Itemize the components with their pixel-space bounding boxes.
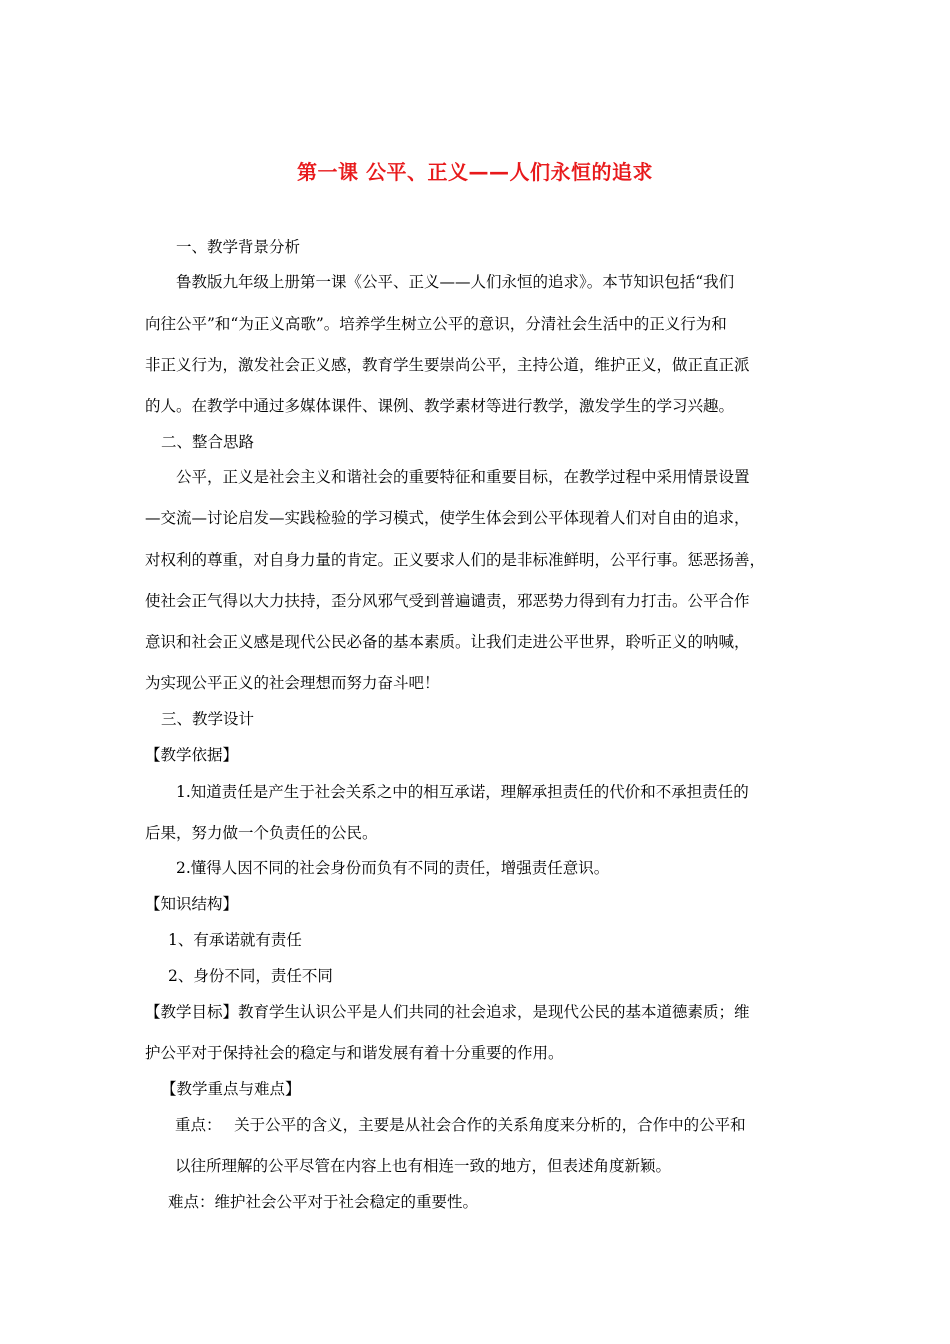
list-item: 1、有承诺就有责任	[168, 931, 302, 949]
paragraph-line: 难点：维护社会公平对于社会稳定的重要性。	[168, 1193, 479, 1211]
paragraph-line: 公平，正义是社会主义和谐社会的重要特征和重要目标，在教学过程中采用情景设置	[176, 468, 750, 486]
paragraph-line: 向往公平”和“为正义高歌”。培养学生树立公平的意识，分清社会生活中的正义行为和	[145, 315, 727, 333]
paragraph-line: 非正义行为，激发社会正义感，教育学生要崇尚公平，主持公道，维护正义，做正直正派	[145, 356, 750, 374]
subsection-label: 【教学重点与难点】	[161, 1080, 301, 1098]
paragraph-line: —交流—讨论启发—实践检验的学习模式，使学生体会到公平体现着人们对自由的追求，	[145, 509, 750, 527]
paragraph-line: 后果，努力做一个负责任的公民。	[145, 824, 378, 842]
list-item: 2、身份不同，责任不同	[168, 967, 333, 985]
paragraph-line: 【教学目标】教育学生认识公平是人们共同的社会追求，是现代公民的基本道德素质；维	[145, 1003, 750, 1021]
page-title: 第一课 公平、正义——人们永恒的追求	[297, 160, 653, 184]
paragraph-line: 重点： 关于公平的含义，主要是从社会合作的关系角度来分析的，合作中的公平和	[175, 1116, 746, 1134]
paragraph-line: 对权利的尊重，对自身力量的肯定。正义要求人们的是非标准鲜明，公平行事。惩恶扬善，	[145, 551, 766, 569]
paragraph-line: 为实现公平正义的社会理想而努力奋斗吧！	[145, 674, 440, 692]
paragraph-line: 护公平对于保持社会的稳定与和谐发展有着十分重要的作用。	[145, 1044, 564, 1062]
paragraph-line: 1.知道责任是产生于社会关系之中的相互承诺，理解承担责任的代价和不承担责任的	[176, 783, 749, 801]
paragraph-line: 的人。在教学中通过多媒体课件、课例、教学素材等进行教学，激发学生的学习兴趣。	[145, 397, 735, 415]
paragraph-line: 2.懂得人因不同的社会身份而负有不同的责任，增强责任意识。	[176, 859, 610, 877]
paragraph-line: 意识和社会正义感是现代公民必备的基本素质。让我们走进公平世界，聆听正义的呐喊，	[145, 633, 750, 651]
section-heading: 三、教学设计	[161, 710, 255, 728]
section-heading: 二、整合思路	[161, 433, 255, 451]
section-heading: 一、教学背景分析	[176, 238, 301, 256]
subsection-label: 【知识结构】	[145, 895, 239, 913]
paragraph-line: 以往所理解的公平尽管在内容上也有相连一致的地方，但表述角度新颖。	[175, 1157, 672, 1175]
paragraph-line: 鲁教版九年级上册第一课《公平、正义——人们永恒的追求》。本节知识包括“我们	[176, 273, 735, 291]
subsection-label: 【教学依据】	[145, 746, 239, 764]
paragraph-line: 使社会正气得以大力扶持，歪分风邪气受到普遍谴责，邪恶势力得到有力打击。公平合作	[145, 592, 750, 610]
